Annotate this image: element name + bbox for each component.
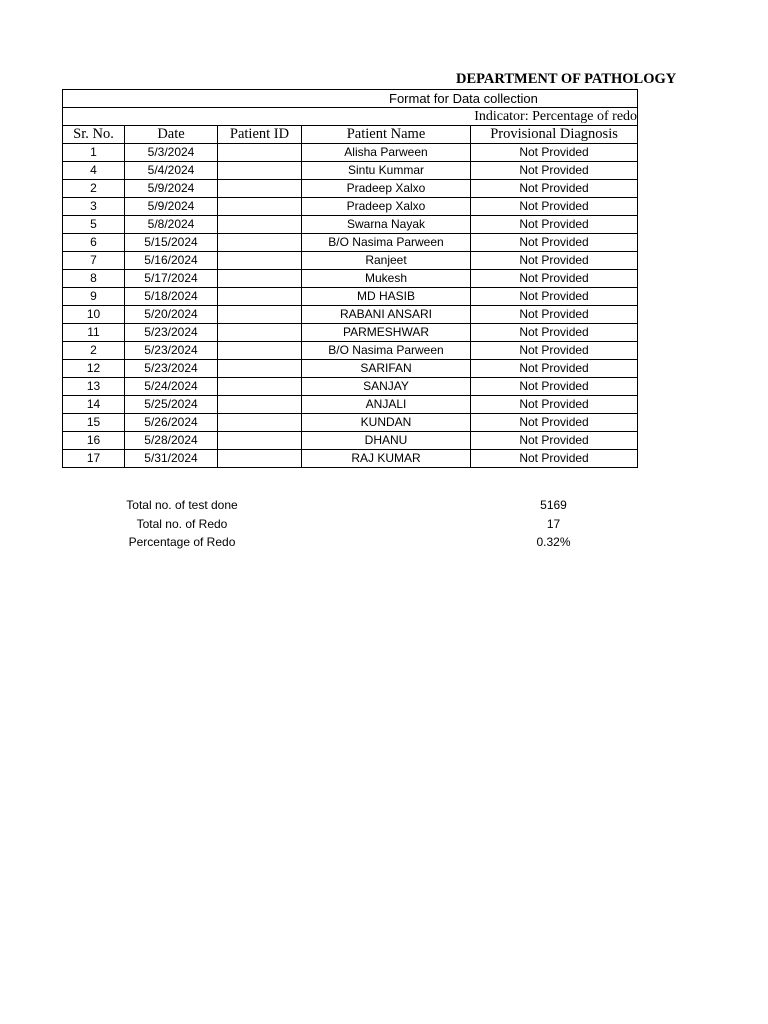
table-row	[63, 234, 638, 252]
cell-provisional-diagnosis: Not Provided	[471, 360, 638, 378]
table-row	[63, 342, 638, 360]
cell-date: 5/28/2024	[125, 432, 218, 450]
table-row	[63, 432, 638, 450]
cell-date: 5/15/2024	[125, 234, 218, 252]
cell-date: 5/20/2024	[125, 306, 218, 324]
table-row	[63, 414, 638, 432]
cell-patient-name: PARMESHWAR	[302, 324, 471, 342]
cell-patient-id	[218, 414, 302, 432]
column-header-patient-id: Patient ID	[218, 126, 302, 144]
cell-sr-no: 11	[63, 324, 125, 342]
cell-patient-name: Ranjeet	[302, 252, 471, 270]
totals-value: 5169	[540, 498, 567, 512]
cell-sr-no: 15	[63, 414, 125, 432]
totals-value: 0.32%	[536, 535, 571, 549]
totals-row	[62, 515, 637, 534]
cell-provisional-diagnosis: Not Provided	[471, 306, 638, 324]
cell-provisional-diagnosis: Not Provided	[471, 144, 638, 162]
cell-patient-id	[218, 306, 302, 324]
cell-sr-no: 17	[63, 450, 125, 468]
cell-patient-name: Mukesh	[302, 270, 471, 288]
cell-date: 5/25/2024	[125, 396, 218, 414]
cell-date: 5/4/2024	[125, 162, 218, 180]
table-row	[63, 378, 638, 396]
cell-date: 5/3/2024	[125, 144, 218, 162]
cell-patient-name: Sintu Kummar	[302, 162, 471, 180]
cell-patient-id	[218, 432, 302, 450]
cell-patient-id	[218, 234, 302, 252]
cell-patient-name: ANJALI	[302, 396, 471, 414]
cell-provisional-diagnosis: Not Provided	[471, 324, 638, 342]
cell-patient-id	[218, 198, 302, 216]
indicator-label: Indicator: Percentage of redo	[63, 108, 638, 126]
department-title: DEPARTMENT OF PATHOLOGY	[456, 71, 677, 87]
cell-patient-id	[218, 252, 302, 270]
cell-provisional-diagnosis: Not Provided	[471, 198, 638, 216]
cell-date: 5/23/2024	[125, 324, 218, 342]
table-header-row	[63, 126, 638, 144]
cell-patient-name: Swarna Nayak	[302, 216, 471, 234]
cell-patient-id	[218, 450, 302, 468]
cell-sr-no: 3	[63, 198, 125, 216]
cell-sr-no: 12	[63, 360, 125, 378]
cell-provisional-diagnosis: Not Provided	[471, 414, 638, 432]
cell-patient-id	[218, 396, 302, 414]
cell-provisional-diagnosis: Not Provided	[471, 234, 638, 252]
column-header-date: Date	[125, 126, 218, 144]
cell-sr-no: 16	[63, 432, 125, 450]
table-row	[63, 144, 638, 162]
cell-patient-id	[218, 378, 302, 396]
table-row	[63, 288, 638, 306]
cell-provisional-diagnosis: Not Provided	[471, 216, 638, 234]
cell-sr-no: 9	[63, 288, 125, 306]
cell-patient-id	[218, 162, 302, 180]
cell-patient-name: B/O Nasima Parween	[302, 342, 471, 360]
cell-patient-name: MD HASIB	[302, 288, 471, 306]
cell-provisional-diagnosis: Not Provided	[471, 270, 638, 288]
format-label: Format for Data collection	[63, 90, 638, 108]
table-row	[63, 180, 638, 198]
cell-patient-name: Pradeep Xalxo	[302, 198, 471, 216]
cell-patient-id	[218, 180, 302, 198]
cell-patient-name: KUNDAN	[302, 414, 471, 432]
table-row	[63, 252, 638, 270]
totals-label: Percentage of Redo	[128, 535, 236, 549]
cell-patient-name: Alisha Parween	[302, 144, 471, 162]
column-header-patient-name: Patient Name	[302, 126, 471, 144]
data-collection-table	[62, 89, 638, 468]
table-row	[63, 198, 638, 216]
cell-provisional-diagnosis: Not Provided	[471, 162, 638, 180]
cell-sr-no: 4	[63, 162, 125, 180]
cell-date: 5/8/2024	[125, 216, 218, 234]
cell-patient-name: SARIFAN	[302, 360, 471, 378]
cell-patient-name: SANJAY	[302, 378, 471, 396]
cell-provisional-diagnosis: Not Provided	[471, 432, 638, 450]
cell-patient-name: RAJ KUMAR	[302, 450, 471, 468]
cell-patient-id	[218, 270, 302, 288]
cell-patient-id	[218, 342, 302, 360]
cell-date: 5/24/2024	[125, 378, 218, 396]
cell-patient-name: DHANU	[302, 432, 471, 450]
cell-patient-name: B/O Nasima Parween	[302, 234, 471, 252]
totals-value: 17	[546, 516, 561, 531]
cell-date: 5/23/2024	[125, 342, 218, 360]
cell-patient-id	[218, 144, 302, 162]
cell-sr-no: 7	[63, 252, 125, 270]
cell-sr-no: 1	[63, 144, 125, 162]
table-row	[63, 396, 638, 414]
cell-date: 5/16/2024	[125, 252, 218, 270]
totals-label: Total no. of test done	[126, 498, 238, 512]
cell-patient-id	[218, 360, 302, 378]
cell-date: 5/31/2024	[125, 450, 218, 468]
totals-row	[62, 533, 637, 552]
cell-sr-no: 2	[63, 342, 125, 360]
cell-sr-no: 5	[63, 216, 125, 234]
cell-date: 5/9/2024	[125, 198, 218, 216]
cell-date: 5/26/2024	[125, 414, 218, 432]
cell-patient-id	[218, 324, 302, 342]
cell-date: 5/17/2024	[125, 270, 218, 288]
table-row	[63, 450, 638, 468]
table-row	[63, 270, 638, 288]
column-header-sr-no: Sr. No.	[63, 126, 125, 144]
table-row	[63, 162, 638, 180]
cell-sr-no: 2	[63, 180, 125, 198]
totals-row	[62, 496, 637, 515]
column-header-provisional-diagnosis: Provisional Diagnosis	[471, 126, 638, 144]
cell-date: 5/9/2024	[125, 180, 218, 198]
cell-sr-no: 6	[63, 234, 125, 252]
table-row	[63, 360, 638, 378]
cell-provisional-diagnosis: Not Provided	[471, 396, 638, 414]
totals-label: Total no. of Redo	[136, 516, 228, 531]
cell-provisional-diagnosis: Not Provided	[471, 180, 638, 198]
cell-provisional-diagnosis: Not Provided	[471, 252, 638, 270]
cell-provisional-diagnosis: Not Provided	[471, 450, 638, 468]
cell-patient-name: RABANI ANSARI	[302, 306, 471, 324]
cell-patient-id	[218, 288, 302, 306]
table-row	[63, 216, 638, 234]
cell-provisional-diagnosis: Not Provided	[471, 342, 638, 360]
cell-provisional-diagnosis: Not Provided	[471, 378, 638, 396]
cell-patient-id	[218, 216, 302, 234]
cell-sr-no: 14	[63, 396, 125, 414]
cell-patient-name: Pradeep Xalxo	[302, 180, 471, 198]
cell-sr-no: 13	[63, 378, 125, 396]
table-row	[63, 306, 638, 324]
table-row	[63, 324, 638, 342]
cell-provisional-diagnosis: Not Provided	[471, 288, 638, 306]
totals-summary	[62, 496, 637, 552]
cell-date: 5/23/2024	[125, 360, 218, 378]
cell-sr-no: 10	[63, 306, 125, 324]
cell-sr-no: 8	[63, 270, 125, 288]
cell-date: 5/18/2024	[125, 288, 218, 306]
